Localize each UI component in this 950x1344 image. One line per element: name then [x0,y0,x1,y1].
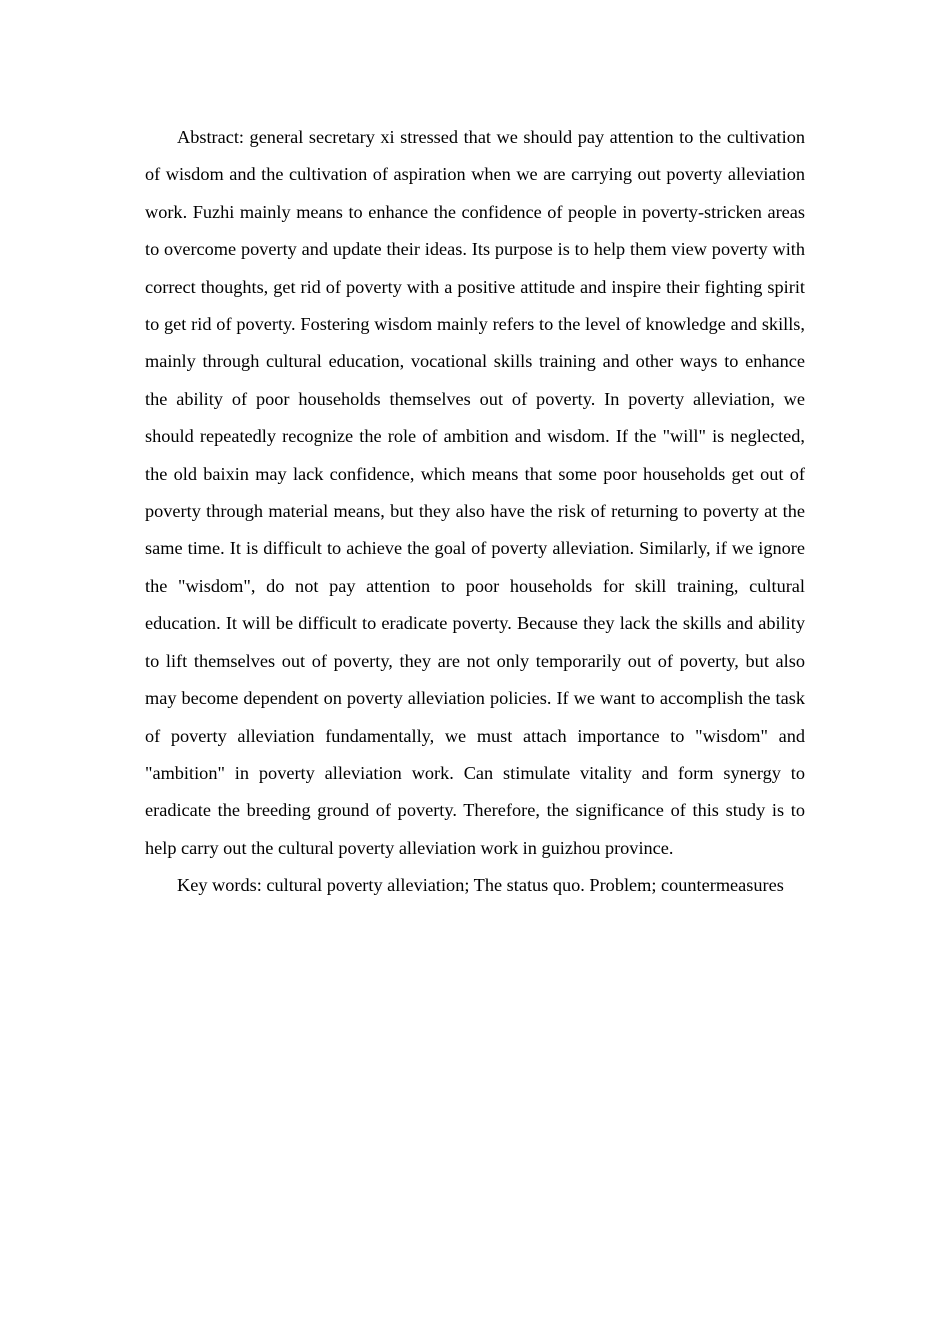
keywords-paragraph: Key words: cultural poverty alleviation; The status quo. Problem; countermeasures [177,875,784,896]
abstract-paragraph: Abstract: general secretary xi stressed that we should pay attention to the cultivation of wisdom and the cultivation of aspiration when we are carrying out poverty alleviation work. Fuzhi mainly means to enhance the confidence of people in poverty-stricken areas to overcome poverty and update their ideas. Its purpose is to help them view poverty with correct thoughts, get rid of poverty with a positive attitude and inspire their fighting spirit to get rid of poverty. Fostering wisdom mainly refers to the level of knowledge and skills, mainly through cultural education, vocational skills training and other ways to enhance the ability of poor households themselves out of poverty. In poverty alleviation, we should repeatedly recognize the role of ambition and wisdom. If the "will" is neglected, the old baixin may lack confidence, which means that some poor households get out of poverty through material means, but they also have the risk of returning to poverty at the same time. It is difficult to achieve the goal of poverty alleviation. Similarly, if we ignore the "wisdom", do not pay attention to poor households for skill training, cultural education. It will be difficult to eradicate poverty. Because they lack the skills and ability to lift themselves out of poverty, they are not only temporarily out of poverty, but also may become dependent on poverty alleviation policies. If we want to accomplish the task of poverty alleviation fundamentally, we must attach importance to "wisdom" and "ambition" in poverty alleviation work. Can stimulate vitality and form synergy to eradicate the breeding ground of poverty. Therefore, the significance of this study is to help carry out the cultural poverty alleviation work in guizhou province. [145,127,805,858]
abstract-section [145,119,805,905]
